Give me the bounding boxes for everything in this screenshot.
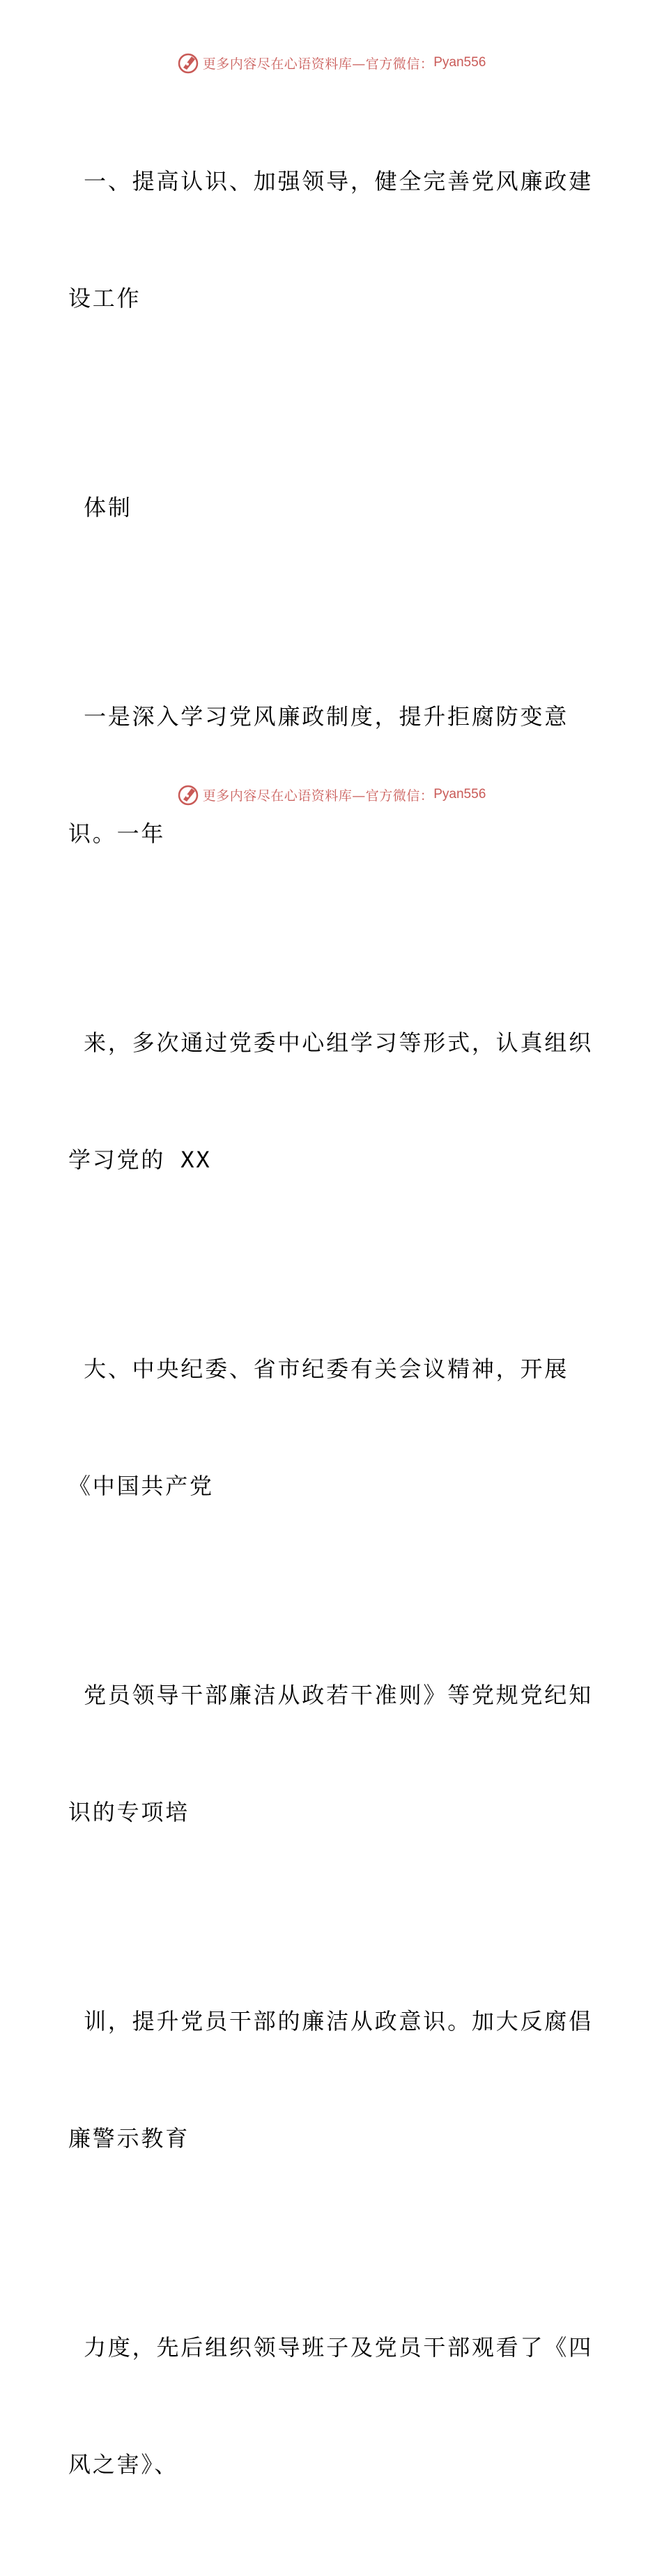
text-line: 识。一年 <box>68 820 166 847</box>
header-watermark <box>0 49 662 77</box>
watermark-wechat-id: Pyan556 <box>433 55 486 70</box>
text-line: 体制 <box>68 494 132 521</box>
paragraph <box>68 1924 593 2236</box>
watermark-text: 更多内容尽在心语资料库—官方微信： <box>202 788 434 804</box>
paragraph <box>68 619 584 931</box>
text-line: 力度，先后组织领导班子及党员干部观看了《四 <box>68 2334 593 2361</box>
text-line: 学习党的 XX <box>68 1147 212 1173</box>
text-line: 来，多次通过党委中心组学习等形式，认真组织 <box>68 1029 593 1056</box>
paragraph <box>68 84 593 396</box>
paragraph <box>68 1597 593 1910</box>
pen-nib-logo-icon <box>176 51 200 75</box>
watermark-text: 更多内容尽在心语资料库—官方微信： <box>202 56 434 72</box>
watermark-wechat-id: Pyan556 <box>433 787 486 802</box>
text-line: 一是深入学习党风廉政制度，提升拒腐防变意 <box>68 703 569 730</box>
paragraph <box>68 1271 584 1584</box>
text-line: 《中国共产党 <box>68 1473 214 1499</box>
text-line: 训，提升党员干部的廉洁从政意识。加大反腐倡 <box>68 2008 593 2034</box>
footer-watermark <box>0 781 662 808</box>
text-line: 一、提高认识、加强领导，健全完善党风廉政建 <box>68 168 593 194</box>
text-line: 设工作 <box>68 285 141 312</box>
text-line: 廉警示教育 <box>68 2125 190 2152</box>
paragraph <box>68 410 584 605</box>
text-line: 党员领导干部廉洁从政若干准则》等党规党纪知 <box>68 1682 593 1708</box>
paragraph <box>68 945 593 1257</box>
document-body <box>68 84 593 2576</box>
paragraph <box>68 2250 593 2562</box>
text-line: 大、中央纪委、省市纪委有关会议精神，开展 <box>68 1356 569 1382</box>
text-line: 风之害》、 <box>68 2451 179 2478</box>
pen-nib-logo-icon <box>176 783 200 806</box>
text-line: 识的专项培 <box>68 1799 190 1825</box>
